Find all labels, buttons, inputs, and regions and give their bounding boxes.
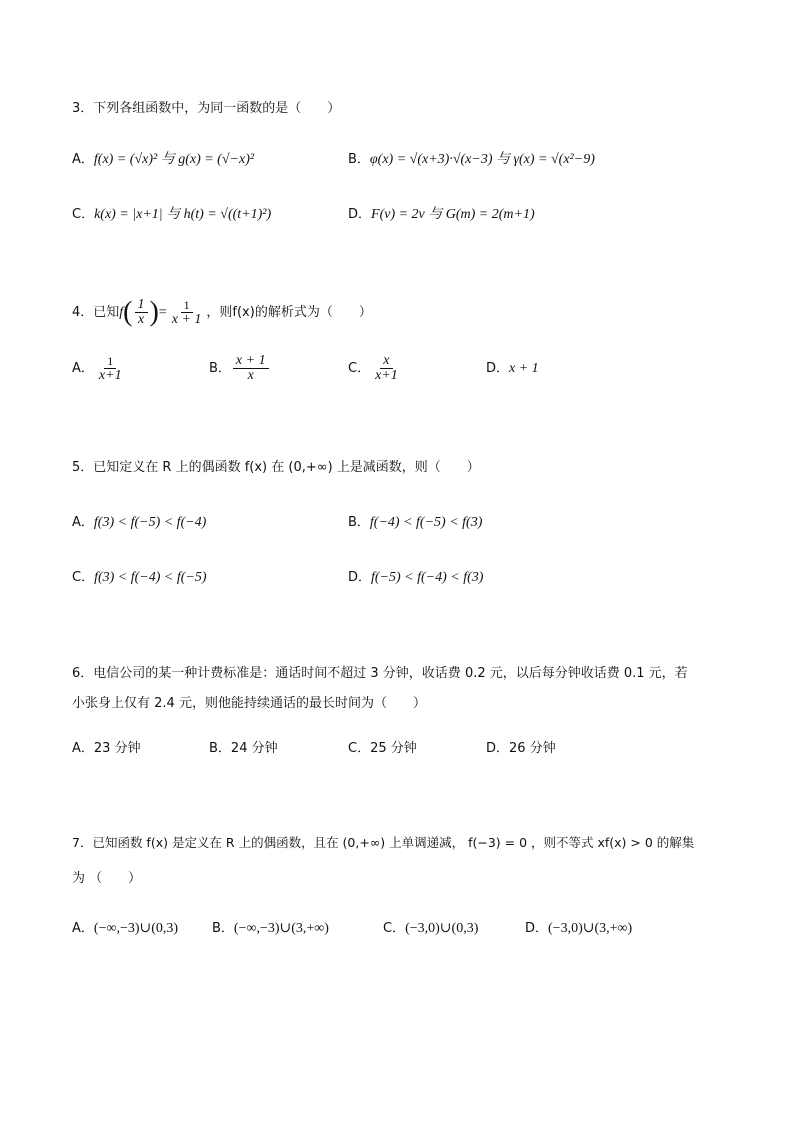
q3-option-c	[72, 205, 271, 225]
option-label: A．	[72, 361, 94, 376]
option-label: A．	[72, 515, 94, 530]
option-label: B．	[212, 921, 234, 936]
option-fraction: $\frac{1}{x+1}$	[98, 354, 122, 383]
option-label: C．	[348, 361, 371, 376]
q5-option-a	[72, 513, 206, 533]
q7-option-d	[525, 919, 632, 939]
q4-rhs-fraction: $\frac{1}{x + 1}$	[171, 298, 202, 327]
option-expr: (−3,0)∪(0,3)	[405, 921, 479, 936]
option-expr: f(−4) < f(−5) < f(3)	[369, 515, 483, 530]
option-label: A．	[72, 741, 94, 756]
option-text: 26 分钟	[509, 741, 556, 756]
option-expr: (−∞,−3)∪(0,3)	[93, 921, 179, 936]
q3-option-a	[72, 150, 254, 170]
q3-option-d	[348, 205, 535, 225]
q4-f: f	[119, 305, 124, 320]
option-text: 23 分钟	[93, 741, 141, 756]
option-expr: F(ν) = 2ν 与 G(m) = 2(m+1)	[371, 207, 535, 222]
q4-prefix: 4．已知	[72, 305, 120, 320]
option-fraction: $\frac{x}{x+1}$	[375, 353, 398, 383]
option-fraction: $\frac{x + 1}{x}$	[233, 354, 269, 383]
option-label: D．	[486, 741, 510, 756]
option-label: B．	[348, 152, 370, 167]
q4-lhs-fraction: $\frac{1}{x}$	[135, 298, 148, 327]
q5-option-d	[348, 568, 483, 588]
option-label: C．	[72, 570, 95, 585]
q7-option-b	[212, 919, 329, 939]
option-label: A．	[72, 921, 94, 936]
q7-option-c	[383, 919, 478, 939]
option-label: C．	[348, 741, 371, 756]
q6-option-b	[209, 739, 278, 759]
q4-option-a	[72, 352, 127, 386]
q4-suffix: ，则f(x)的解析式为（ ）	[206, 305, 372, 320]
question-5-stem: 5．已知定义在 R 上的偶函数 f(x) 在 (0,+∞) 上是减函数，则（ ）	[72, 460, 480, 475]
option-label: D．	[348, 207, 372, 222]
option-label: D．	[525, 921, 549, 936]
q5-option-b	[348, 513, 482, 533]
option-expr: f(−5) < f(−4) < f(3)	[371, 570, 484, 585]
q6-option-c	[348, 739, 417, 759]
option-expr: φ(x) = √(x+3)·√(x−3) 与 γ(x) = √(x²−9)	[369, 152, 595, 167]
question-6-line-1: 6．电信公司的某一种计费标准是：通话时间不超过 3 分钟，收话费 0.2 元，以后每分钟收话费 0.1 元，若	[72, 666, 688, 681]
option-label: C．	[383, 921, 406, 936]
option-expr: k(x) = |x+1| 与 h(t) = √((t+1)²)	[94, 207, 272, 222]
q6-option-a	[72, 739, 141, 759]
option-label: D．	[348, 570, 372, 585]
q4-option-c	[348, 352, 403, 386]
option-expr: (−3,0)∪(3,+∞)	[548, 921, 633, 936]
option-label: D．	[486, 361, 510, 376]
q6-option-d	[486, 739, 556, 759]
q4-option-b	[209, 352, 271, 386]
question-3-stem: 3．下列各组函数中，为同一函数的是（ ）	[72, 101, 341, 116]
option-label: B．	[348, 515, 370, 530]
q4-option-d	[486, 359, 539, 379]
q4-eq: =	[158, 305, 167, 320]
option-text: 25 分钟	[370, 741, 417, 756]
question-7-line-1: 7．已知函数 f(x) 是定义在 R 上的偶函数，且在 (0,+∞) 上单调递减， f(−3) = 0 ，则不等式 xf(x) > 0 的解集	[72, 835, 695, 850]
question-4-stem: 4．已知f( $\frac{1}{x}$ )= $\frac{1}{x + 1}$ ，则f(x)的解析式为（ ）	[72, 296, 372, 328]
question-7-line-2: 为 （ ）	[72, 871, 142, 886]
option-label: C．	[72, 207, 95, 222]
option-expr: (−∞,−3)∪(3,+∞)	[233, 921, 329, 936]
option-expr: f(x) = (√x)² 与 g(x) = (√−x)²	[93, 152, 255, 167]
option-expr: f(3) < f(−5) < f(−4)	[93, 515, 207, 530]
option-text: 24 分钟	[230, 741, 278, 756]
q7-option-a	[72, 919, 178, 939]
option-expr: x + 1	[509, 361, 539, 376]
question-6-line-2: 小张身上仅有 2.4 元，则他能持续通话的最长时间为（ ）	[72, 696, 426, 711]
option-label: B．	[209, 361, 231, 376]
q5-option-c	[72, 568, 207, 588]
option-label: A．	[72, 152, 94, 167]
option-label: B．	[209, 741, 231, 756]
option-expr: f(3) < f(−4) < f(−5)	[94, 570, 207, 585]
q3-option-b	[348, 150, 595, 170]
